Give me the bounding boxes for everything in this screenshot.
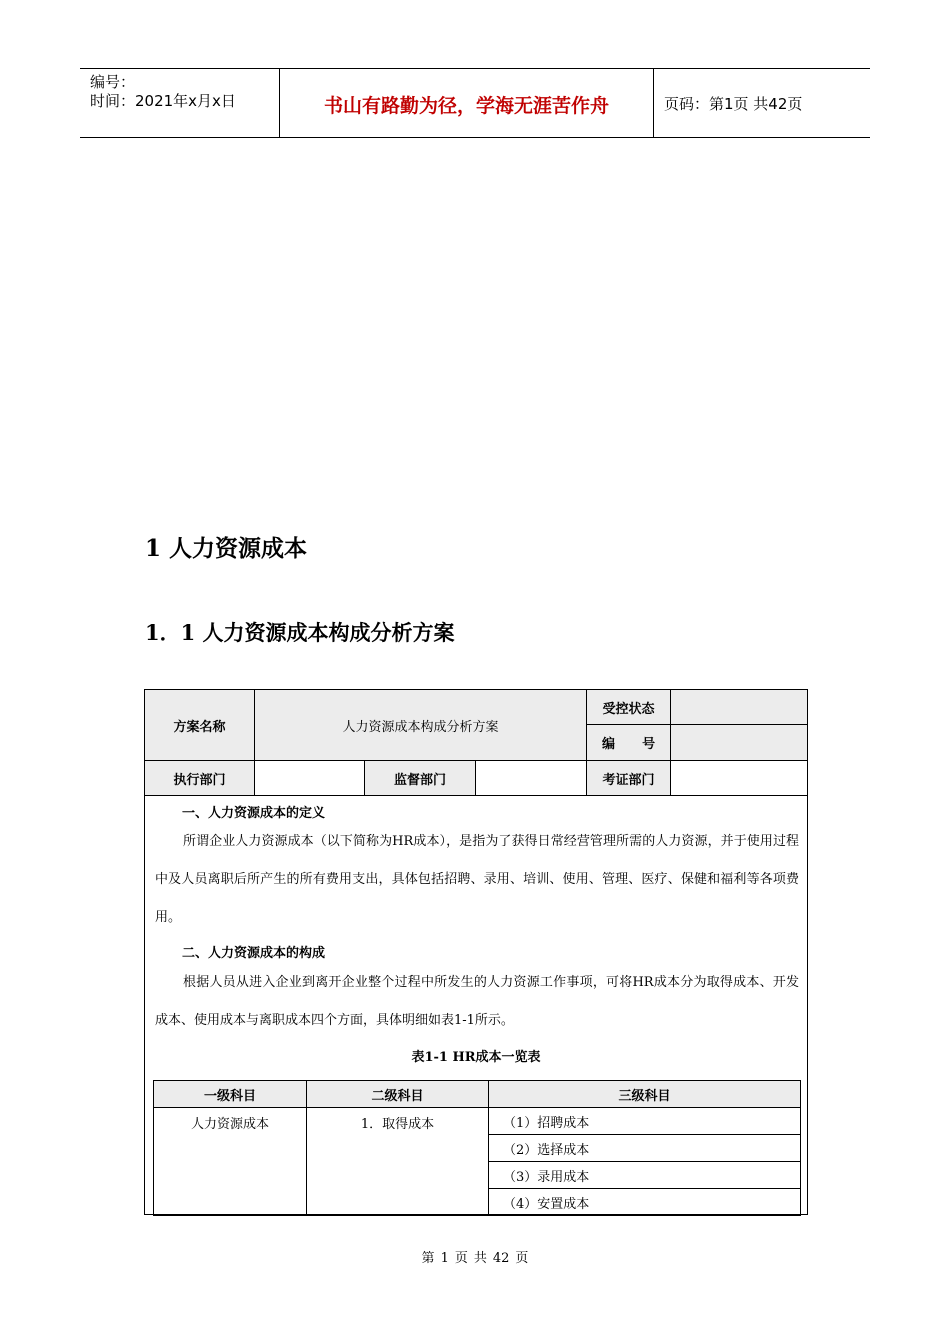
plan-form-table xyxy=(144,689,808,1215)
supervise-dept-label: 监督部门 xyxy=(365,761,476,796)
table-row xyxy=(154,1108,801,1135)
supervise-dept-value[interactable] xyxy=(476,761,587,796)
section2-text: 根据人员从进入企业到离开企业整个过程中所发生的人力资源工作事项，可将HR成本分为取得成本、开发成本、使用成本与离职成本四个方面，具体明细如表1-1所示。 xyxy=(155,975,800,1028)
plan-name-value: 人力资源成本构成分析方案 xyxy=(255,690,587,761)
level3-item: （4）安置成本 xyxy=(489,1189,801,1216)
level3-item: （3）录用成本 xyxy=(489,1162,801,1189)
level2-cell: 1．取得成本 xyxy=(307,1108,489,1216)
controlled-status-label: 受控状态 xyxy=(587,690,671,725)
heading-2: 1．1 人力资源成本构成分析方案 xyxy=(145,620,455,645)
section1-title: 一、人力资源成本的定义 xyxy=(182,806,326,821)
footer-ye2: 页 xyxy=(515,1251,529,1266)
footer-total-pages: 42 xyxy=(492,1251,510,1266)
number-label: 编 号 xyxy=(587,725,671,761)
header-time-label: 时间：2021年x月x日 xyxy=(90,92,236,110)
content-cell xyxy=(145,796,808,1215)
level1-cell: 人力资源成本 xyxy=(154,1108,307,1216)
verify-dept-label: 考证部门 xyxy=(587,761,671,796)
header-meta xyxy=(80,69,280,137)
footer-page-number: 1 xyxy=(440,1251,449,1266)
controlled-status-value[interactable] xyxy=(671,690,808,725)
table-caption: 表1-1 HR成本一览表 xyxy=(411,1050,541,1065)
page-header xyxy=(80,68,870,138)
verify-dept-value[interactable] xyxy=(671,761,808,796)
number-value[interactable] xyxy=(671,725,808,761)
page-footer xyxy=(0,1247,950,1266)
exec-dept-value[interactable] xyxy=(255,761,365,796)
header-number-label: 编号： xyxy=(90,73,136,91)
plan-name-label: 方案名称 xyxy=(145,690,255,761)
header-motto: 书山有路勤为径，学海无涯苦作舟 xyxy=(280,69,654,137)
hr-cost-table xyxy=(153,1080,801,1216)
level3-item: （2）选择成本 xyxy=(489,1135,801,1162)
footer-ye: 页 xyxy=(454,1251,468,1266)
level3-item: （1）招聘成本 xyxy=(489,1108,801,1135)
exec-dept-label: 执行部门 xyxy=(145,761,255,796)
header-level2: 二级科目 xyxy=(307,1081,489,1108)
heading-1: 1 人力资源成本 xyxy=(145,535,308,562)
header-level3: 三级科目 xyxy=(489,1081,801,1108)
section1-text: 所谓企业人力资源成本（以下简称为HR成本），是指为了获得日常经营管理所需的人力资源，并于使用过程中及人员离职后所产生的所有费用支出，具体包括招聘、录用、培训、使用、管理、医疗、保健和福利等各项费用。 xyxy=(155,834,800,925)
footer-gong: 共 xyxy=(473,1251,487,1266)
header-page-info: 页码：第1页 共42页 xyxy=(664,94,803,113)
section2-title: 二、人力资源成本的构成 xyxy=(182,946,326,961)
header-level1: 一级科目 xyxy=(154,1081,307,1108)
footer-di: 第 xyxy=(421,1251,435,1266)
content-body xyxy=(145,796,807,1214)
